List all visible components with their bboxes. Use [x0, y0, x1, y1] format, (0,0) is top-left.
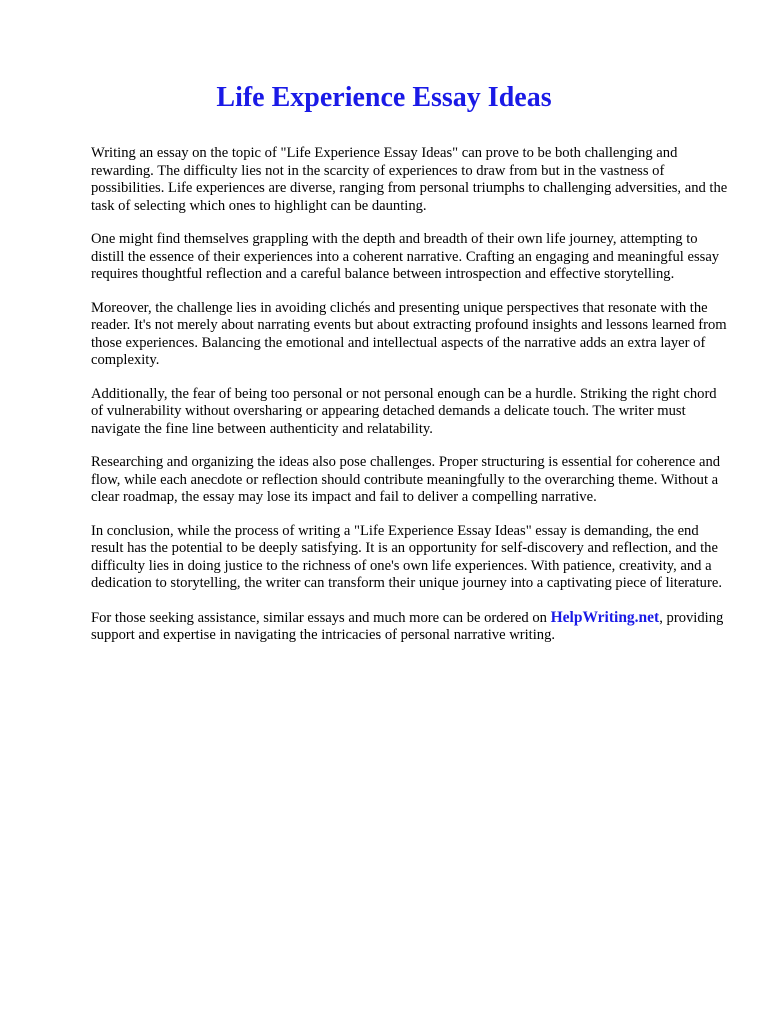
paragraph-5: Researching and organizing the ideas also pose challenges. Proper structuring is essential for coherence and flow, while each anecdote or reflection should contribute meaningfully to the overarching theme. Without a clear roadmap, the essay may lose its impact and fail to deliver a compelling narrative. — [91, 454, 721, 505]
essay-body — [91, 145, 731, 661]
helpwriting-link[interactable]: HelpWriting.net — [550, 608, 660, 626]
paragraph-3: Moreover, the challenge lies in avoiding clichés and presenting unique perspectives that resonate with the reader. It's not merely about narrating events but about extracting profound insights and lessons learned from those experiences. Balancing the emotional and intellectual aspects of the narrative adds an extra layer of complexity. — [91, 299, 727, 368]
page-title: Life Experience Essay Ideas — [216, 82, 552, 113]
paragraph-6: In conclusion, while the process of writing a "Life Experience Essay Ideas" essay is demanding, the end result has the potential to be deeply satisfying. It is an opportunity for self-discovery and reflection, and the difficulty lies in doing justice to the richness of one's own life experiences. With patience, creativity, and a dedication to storytelling, the writer can transform their unique journey into a captivating piece of literature. — [91, 522, 722, 591]
paragraph-1: Writing an essay on the topic of "Life Experience Essay Ideas" can prove to be both challenging and rewarding. The difficulty lies not in the scarcity of experiences to draw from but in the vastness of possibilities. Life experiences are diverse, ranging from personal triumphs to challenging adversities, and the task of selecting which ones to highlight can be daunting. — [91, 145, 728, 214]
closing-paragraph — [91, 609, 731, 645]
closing-text-after-link: , providing support and expertise in navigating the intricacies of personal narrative writing. — [91, 609, 724, 643]
closing-text-before-link: For those seeking assistance, similar essays and much more can be ordered on — [91, 609, 551, 626]
paragraph-4: Additionally, the fear of being too personal or not personal enough can be a hurdle. Striking the right chord of vulnerability without oversharing or appearing detached demands a delicate touch. The writer must navigate the fine line between authenticity and relatability. — [91, 385, 717, 437]
paragraph-2: One might find themselves grappling with the depth and breadth of their own life journey, attempting to distill the essence of their experiences into a coherent narrative. Crafting an engaging and meaningful essay requires thoughtful reflection and a careful balance between introspection and effective storytelling. — [91, 231, 720, 282]
